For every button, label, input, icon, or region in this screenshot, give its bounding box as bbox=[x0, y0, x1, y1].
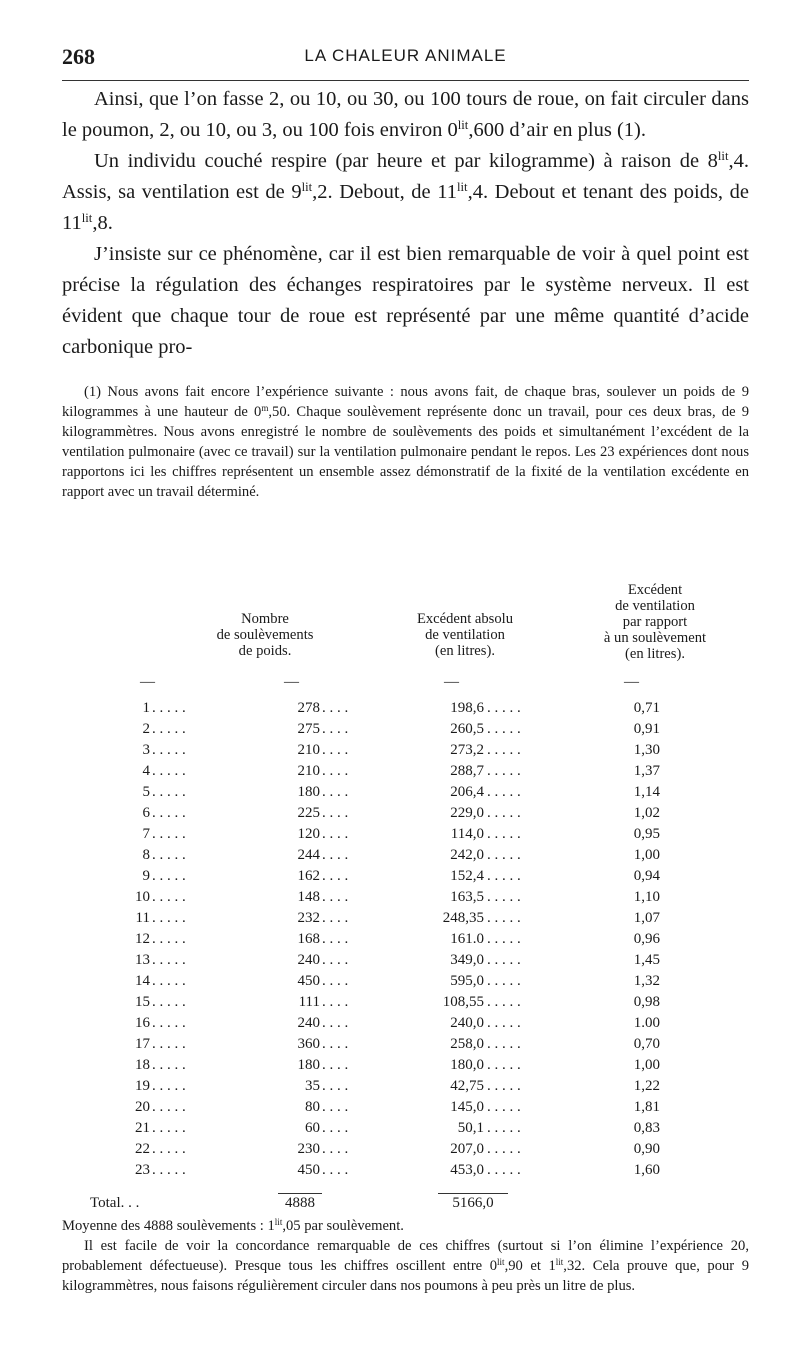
page-number: 268 bbox=[62, 44, 95, 69]
table-cell: 240 bbox=[297, 952, 320, 968]
running-title: LA CHALEUR ANIMALE bbox=[304, 46, 507, 65]
leader-dots: . . . . . bbox=[487, 1057, 521, 1073]
table-cell: 210 bbox=[297, 742, 320, 758]
column-dash: — bbox=[284, 674, 299, 690]
table-cell: 0,90 bbox=[633, 1141, 660, 1157]
table-cell: 1,00 bbox=[633, 847, 660, 863]
table-cell: 240 bbox=[297, 1015, 320, 1031]
leader-dots: . . . . . bbox=[487, 763, 521, 779]
leader-dots: . . . . bbox=[322, 763, 349, 779]
table-cell: 7 bbox=[142, 826, 150, 842]
leader-dots: . . . . bbox=[322, 1036, 349, 1052]
table-cell: 152,4 bbox=[450, 868, 484, 884]
table-cell: 163,5 bbox=[450, 889, 484, 905]
conclusion-paragraph: Il est facile de voir la concordance remarquable de ces chiffres (surtout si l’on élimine l’expérience 20, probablement défectueuse). Presque tous les chiffres oscillent entre $0^{lit},90$ et $1^{lit},32$. Cela prouve que, pour 9 kilogrammètres, nous faisons régulièrement circuler dans nos poumons à peu près un litre de plus. bbox=[62, 1238, 749, 1294]
table-cell: 198,6 bbox=[450, 700, 484, 716]
table-cell: 80 bbox=[305, 1099, 320, 1115]
table-cell: 1,30 bbox=[633, 742, 660, 758]
table-cell: 1,45 bbox=[633, 952, 660, 968]
leader-dots: . . . . . bbox=[487, 973, 521, 989]
table-cell: 232 bbox=[297, 910, 320, 926]
table-cell: 19 bbox=[135, 1078, 150, 1094]
table-cell: 210 bbox=[297, 763, 320, 779]
table-row bbox=[0, 721, 801, 742]
table-cell: 230 bbox=[297, 1141, 320, 1157]
table-cell: 148 bbox=[297, 889, 320, 905]
table-cell: 240,0 bbox=[450, 1015, 484, 1031]
leader-dots: . . . . . bbox=[487, 1036, 521, 1052]
table-cell: 15 bbox=[135, 994, 150, 1010]
table-cell: 9 bbox=[142, 868, 150, 884]
leader-dots: . . . . . bbox=[487, 784, 521, 800]
table-cell: 1,60 bbox=[633, 1162, 660, 1178]
total-excess: 5166,0 bbox=[452, 1195, 494, 1211]
leader-dots: . . . . bbox=[322, 805, 349, 821]
table-row bbox=[0, 889, 801, 910]
table-cell: 50,1 bbox=[457, 1120, 484, 1136]
table-row bbox=[0, 1036, 801, 1057]
table-cell: 12 bbox=[135, 931, 150, 947]
table-cell: 360 bbox=[297, 1036, 320, 1052]
table-cell: 248,35 bbox=[442, 910, 484, 926]
column-dash: — bbox=[624, 674, 639, 690]
leader-dots: . . . . bbox=[322, 910, 349, 926]
leader-dots: . . . . . bbox=[152, 1015, 186, 1031]
leader-dots: . . . . bbox=[322, 994, 349, 1010]
leader-dots: . . . . . bbox=[487, 952, 521, 968]
paragraph-2: Un individu couché respire (par heure et par kilogramme) à raison de $8^{lit},4$. Assis, sa ventilation est de $9^{lit},2$. Debout, de $11^{lit},4$. Debout et tenant des poids, de $11^{lit},8$. bbox=[62, 149, 749, 234]
leader-dots: . . . . . bbox=[152, 868, 186, 884]
leader-dots: . . . . . bbox=[152, 700, 186, 716]
table-row bbox=[0, 1099, 801, 1120]
table-row bbox=[0, 931, 801, 952]
table-cell: 168 bbox=[297, 931, 320, 947]
table-cell: 108,55 bbox=[442, 994, 484, 1010]
leader-dots: . . . . . bbox=[152, 784, 186, 800]
table-cell: 349,0 bbox=[450, 952, 484, 968]
table-cell: 0,95 bbox=[633, 826, 660, 842]
leader-dots: . . . . . bbox=[152, 847, 186, 863]
table-header bbox=[0, 582, 801, 692]
table-cell: 20 bbox=[135, 1099, 150, 1115]
leader-dots: . . . . bbox=[322, 826, 349, 842]
leader-dots: . . . . . bbox=[487, 721, 521, 737]
table-cell: 0,96 bbox=[633, 931, 660, 947]
leader-dots: . . . . . bbox=[152, 1120, 186, 1136]
table-cell: 23 bbox=[135, 1162, 150, 1178]
leader-dots: . . . . bbox=[322, 1141, 349, 1157]
table-row bbox=[0, 826, 801, 847]
table-cell: 180,0 bbox=[450, 1057, 484, 1073]
table-cell: 225 bbox=[297, 805, 320, 821]
table-row bbox=[0, 1120, 801, 1141]
leader-dots: . . . . bbox=[322, 973, 349, 989]
column-dash: — bbox=[444, 674, 459, 690]
table-row bbox=[0, 847, 801, 868]
leader-dots: . . . . bbox=[322, 889, 349, 905]
column-header-excess-per-lift: Excédent de ventilation par rapport à un soulèvement (en litres). bbox=[603, 582, 707, 662]
leader-dots: . . . . bbox=[322, 847, 349, 863]
leader-dots: . . . . bbox=[322, 1120, 349, 1136]
table-cell: 111 bbox=[298, 994, 320, 1010]
table-row bbox=[0, 1015, 801, 1036]
table-cell: 1,02 bbox=[633, 805, 660, 821]
table-cell: 1,14 bbox=[633, 784, 660, 800]
table-cell: 1 bbox=[142, 700, 150, 716]
leader-dots: . . . . . bbox=[152, 1057, 186, 1073]
leader-dots: . . . . . bbox=[152, 1162, 186, 1178]
table-cell: 21 bbox=[135, 1120, 150, 1136]
table-cell: 180 bbox=[297, 784, 320, 800]
table-cell: 8 bbox=[142, 847, 150, 863]
total-rule bbox=[278, 1193, 322, 1194]
column-dash: — bbox=[140, 674, 155, 690]
table-row bbox=[0, 1078, 801, 1099]
total-label: Total. . . bbox=[90, 1195, 140, 1211]
table-row bbox=[0, 784, 801, 805]
leader-dots: . . . . bbox=[322, 868, 349, 884]
leader-dots: . . . . . bbox=[152, 973, 186, 989]
table-cell: 114,0 bbox=[450, 826, 484, 842]
leader-dots: . . . . . bbox=[487, 1141, 521, 1157]
table-cell: 0,71 bbox=[633, 700, 660, 716]
table-cell: 0,83 bbox=[633, 1120, 660, 1136]
page-header bbox=[62, 44, 749, 81]
leader-dots: . . . . . bbox=[152, 952, 186, 968]
leader-dots: . . . . . bbox=[152, 826, 186, 842]
leader-dots: . . . . . bbox=[487, 826, 521, 842]
total-rule bbox=[438, 1193, 508, 1194]
data-table bbox=[0, 700, 801, 1183]
table-cell: 1,22 bbox=[633, 1078, 660, 1094]
table-cell: 242,0 bbox=[450, 847, 484, 863]
table-cell: 5 bbox=[142, 784, 150, 800]
table-cell: 244 bbox=[297, 847, 320, 863]
table-cell: 0,94 bbox=[633, 868, 660, 884]
table-row bbox=[0, 1057, 801, 1078]
leader-dots: . . . . . bbox=[152, 721, 186, 737]
leader-dots: . . . . . bbox=[152, 1141, 186, 1157]
table-row bbox=[0, 952, 801, 973]
table-cell: 4 bbox=[142, 763, 150, 779]
table-cell: 6 bbox=[142, 805, 150, 821]
table-cell: 16 bbox=[135, 1015, 150, 1031]
paragraph-1: Ainsi, que l’on fasse 2, ou 10, ou 30, ou 100 tours de roue, on fait circuler dans le poumon, 2, ou 10, ou 3, ou 100 fois environ $0^{lit},600$ d’air en plus (1). bbox=[62, 88, 749, 141]
table-cell: 0,70 bbox=[633, 1036, 660, 1052]
table-cell: 273,2 bbox=[450, 742, 484, 758]
leader-dots: . . . . . bbox=[152, 910, 186, 926]
table-cell: 11 bbox=[135, 910, 150, 926]
table-cell: 1,32 bbox=[633, 973, 660, 989]
leader-dots: . . . . . bbox=[152, 889, 186, 905]
leader-dots: . . . . bbox=[322, 1057, 349, 1073]
table-cell: 17 bbox=[135, 1036, 150, 1052]
leader-dots: . . . . . bbox=[487, 1162, 521, 1178]
table-row bbox=[0, 805, 801, 826]
table-row bbox=[0, 742, 801, 763]
table-cell: 207,0 bbox=[450, 1141, 484, 1157]
body-text bbox=[62, 84, 749, 363]
table-cell: 1,37 bbox=[633, 763, 660, 779]
table-cell: 1,81 bbox=[633, 1099, 660, 1115]
table-cell: 2 bbox=[142, 721, 150, 737]
table-cell: 14 bbox=[135, 973, 150, 989]
table-cell: 450 bbox=[297, 973, 320, 989]
table-cell: 450 bbox=[297, 1162, 320, 1178]
table-row bbox=[0, 763, 801, 784]
leader-dots: . . . . . bbox=[152, 1036, 186, 1052]
table-cell: 3 bbox=[142, 742, 150, 758]
table-row bbox=[0, 973, 801, 994]
leader-dots: . . . . bbox=[322, 1099, 349, 1115]
leader-dots: . . . . . bbox=[152, 931, 186, 947]
leader-dots: . . . . . bbox=[487, 1099, 521, 1115]
leader-dots: . . . . . bbox=[487, 805, 521, 821]
leader-dots: . . . . . bbox=[487, 1015, 521, 1031]
footnote: (1) Nous avons fait encore l’expérience suivante : nous avons fait, de chaque bras, soulever un poids de 9 kilogrammes à une hauteur de 0$^m$,50. Chaque soulèvement représente donc un travail, pour ces deux bras, de 9 kilogrammètres. Nous avons enregistré le nombre de soulèvements des poids et simultanément l’excédent de la ventilation pulmonaire (avec ce travail) sur la ventilation pulmonaire pendant le repos. Les 23 expériences dont nous rapportons ici les chiffres représentent un ensemble assez démonstratif de la fixité de la ventilation excédente en rapport avec un travail déterminé. bbox=[62, 384, 750, 500]
table-cell: 10 bbox=[135, 889, 150, 905]
table-row bbox=[0, 1141, 801, 1162]
table-cell: 275 bbox=[297, 721, 320, 737]
leader-dots: . . . . . bbox=[487, 847, 521, 863]
table-cell: 0,98 bbox=[633, 994, 660, 1010]
leader-dots: . . . . . bbox=[487, 931, 521, 947]
closing-text bbox=[62, 1216, 749, 1296]
table-cell: 278 bbox=[297, 700, 320, 716]
table-cell: 18 bbox=[135, 1057, 150, 1073]
table-cell: 1,07 bbox=[633, 910, 660, 926]
leader-dots: . . . . . bbox=[487, 994, 521, 1010]
table-cell: 145,0 bbox=[450, 1099, 484, 1115]
paragraph-3: J’insiste sur ce phénomène, car il est bien remarquable de voir à quel point est précise la régulation des échanges respiratoires par le système nerveux. Il est évident que chaque tour de roue est représenté par une même quantité d’acide carbonique pro- bbox=[62, 243, 749, 358]
table-cell: 288,7 bbox=[450, 763, 484, 779]
table-cell: 180 bbox=[297, 1057, 320, 1073]
table-cell: 453,0 bbox=[450, 1162, 484, 1178]
total-row bbox=[0, 1195, 801, 1216]
table-row bbox=[0, 1162, 801, 1183]
total-lifts: 4888 bbox=[285, 1195, 315, 1211]
leader-dots: . . . . . bbox=[487, 868, 521, 884]
leader-dots: . . . . bbox=[322, 952, 349, 968]
table-cell: 13 bbox=[135, 952, 150, 968]
leader-dots: . . . . bbox=[322, 784, 349, 800]
table-cell: 206,4 bbox=[450, 784, 484, 800]
table-cell: 260,5 bbox=[450, 721, 484, 737]
table-cell: 1,10 bbox=[633, 889, 660, 905]
leader-dots: . . . . bbox=[322, 742, 349, 758]
table-cell: 42,75 bbox=[450, 1078, 484, 1094]
table-cell: 60 bbox=[305, 1120, 320, 1136]
table-cell: 162 bbox=[297, 868, 320, 884]
leader-dots: . . . . . bbox=[487, 700, 521, 716]
leader-dots: . . . . bbox=[322, 1162, 349, 1178]
leader-dots: . . . . . bbox=[487, 1120, 521, 1136]
table-cell: 229,0 bbox=[450, 805, 484, 821]
table-row bbox=[0, 994, 801, 1015]
table-cell: 161.0 bbox=[450, 931, 484, 947]
leader-dots: . . . . bbox=[322, 1015, 349, 1031]
leader-dots: . . . . bbox=[322, 721, 349, 737]
mean-line: Moyenne des 4888 soulèvements : $1^{lit},05$ par soulèvement. bbox=[62, 1217, 404, 1234]
leader-dots: . . . . bbox=[322, 700, 349, 716]
table-cell: 35 bbox=[305, 1078, 320, 1094]
leader-dots: . . . . bbox=[322, 931, 349, 947]
table-row bbox=[0, 910, 801, 931]
leader-dots: . . . . . bbox=[487, 910, 521, 926]
leader-dots: . . . . . bbox=[487, 742, 521, 758]
leader-dots: . . . . . bbox=[152, 1099, 186, 1115]
leader-dots: . . . . . bbox=[487, 889, 521, 905]
leader-dots: . . . . . bbox=[152, 805, 186, 821]
table-row bbox=[0, 700, 801, 721]
table-row bbox=[0, 868, 801, 889]
table-cell: 0,91 bbox=[633, 721, 660, 737]
table-cell: 1,00 bbox=[633, 1057, 660, 1073]
leader-dots: . . . . bbox=[322, 1078, 349, 1094]
leader-dots: . . . . . bbox=[487, 1078, 521, 1094]
table-cell: 595,0 bbox=[450, 973, 484, 989]
leader-dots: . . . . . bbox=[152, 1078, 186, 1094]
column-header-absolute-excess: Excédent absolu de ventilation (en litres). bbox=[416, 611, 514, 659]
table-cell: 258,0 bbox=[450, 1036, 484, 1052]
table-cell: 22 bbox=[135, 1141, 150, 1157]
leader-dots: . . . . . bbox=[152, 994, 186, 1010]
column-header-lifts: Nombre de soulèvements de poids. bbox=[216, 611, 314, 659]
leader-dots: . . . . . bbox=[152, 742, 186, 758]
table-cell: 120 bbox=[297, 826, 320, 842]
table-cell: 1.00 bbox=[633, 1015, 660, 1031]
leader-dots: . . . . . bbox=[152, 763, 186, 779]
